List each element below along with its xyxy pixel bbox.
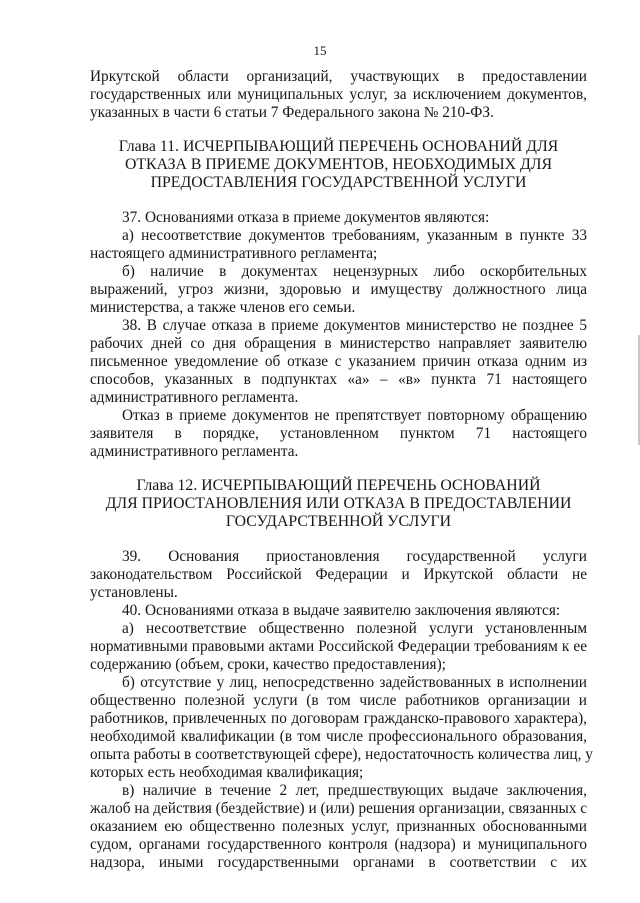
- text-line: а) несоответствие общественно полезной услуги установленным: [122, 620, 587, 637]
- chapter-12-heading: ГОСУДАРСТВЕННОЙ УСЛУГИ: [225, 513, 452, 530]
- text-line: указанных в части 6 статьи 7 Федерального закона № 210-ФЗ.: [90, 104, 494, 121]
- text-line: заявителя в порядке, установленном пунктом 71 настоящего: [90, 425, 587, 442]
- text-line: способов, указанных в подпунктах «а» – «в» пункта 71 настоящего: [90, 371, 587, 388]
- text-line: 38. В случае отказа в приеме документов министерство не позднее 5: [122, 317, 587, 334]
- text-line: 37. Основаниями отказа в приеме документов являются:: [122, 209, 490, 226]
- text-line: государственных или муниципальных услуг, за исключением документов,: [90, 86, 587, 103]
- chapter-12-heading: Глава 12. ИСЧЕРПЫВАЮЩИЙ ПЕРЕЧЕНЬ ОСНОВАНИЙ: [136, 477, 541, 494]
- text-line: выражений, угроз жизни, здоровью и имуществу должностного лица: [90, 281, 587, 298]
- text-line: 40. Основаниями отказа в выдаче заявителю заключения являются:: [122, 602, 561, 619]
- text-line: нормативными правовыми актами Российской Федерации требованиям к ее: [90, 638, 587, 655]
- text-line: письменное уведомление об отказе с указанием причин отказа одним из: [90, 353, 587, 370]
- text-line: а) несоответствие документов требованиям, указанным в пункте 33: [122, 227, 587, 244]
- text-line: административного регламента.: [90, 389, 299, 406]
- text-line: опыта работы в соответствующей сфере), недостаточность количества лиц, у: [90, 746, 593, 763]
- chapter-11-heading: Глава 11. ИСЧЕРПЫВАЮЩИЙ ПЕРЕЧЕНЬ ОСНОВАНИЙ ДЛЯ: [118, 138, 559, 155]
- text-line: надзора, иными государственными органами в соответствии с их: [90, 854, 587, 871]
- text-line: работников, привлеченных по договорам гражданско-правового характера),: [90, 710, 587, 727]
- text-line: Иркутской области организаций, участвующих в предоставлении: [90, 68, 587, 85]
- text-line: б) отсутствие у лиц, непосредственно задействованных в исполнении: [122, 674, 587, 691]
- text-line: министерства, а также членов его семьи.: [90, 299, 356, 316]
- text-line: 39. Основания приостановления государственной услуги: [122, 548, 587, 565]
- text-line: общественно полезной услуги (в том числе работников организации и: [90, 692, 587, 709]
- text-line: которых есть необходимая квалификация;: [90, 764, 364, 781]
- text-line: содержанию (объем, сроки, качество предоставления);: [90, 656, 446, 673]
- chapter-11-heading: ПРЕДОСТАВЛЕНИЯ ГОСУДАРСТВЕННОЙ УСЛУГИ: [150, 174, 527, 191]
- text-line: административного регламента.: [90, 443, 299, 460]
- text-line: б) наличие в документах нецензурных либо оскорбительных: [122, 263, 587, 280]
- text-line: в) наличие в течение 2 лет, предшествующих выдаче заключения,: [122, 782, 587, 799]
- text-line: необходимой квалификации (в том числе профессионального образования,: [90, 728, 587, 745]
- text-line: рабочих дней со дня обращения в министерство направляет заявителю: [90, 335, 587, 352]
- page-number: 15: [313, 43, 327, 58]
- text-line: оказанием ею общественно полезных услуг, признанных обоснованными: [90, 818, 587, 835]
- text-line: законодательством Российской Федерации и Иркутской области не: [90, 566, 587, 583]
- text-line: установлены.: [90, 584, 178, 601]
- text-line: настоящего административного регламента;: [90, 245, 378, 262]
- chapter-12-heading: ДЛЯ ПРИОСТАНОВЛЕНИЯ ИЛИ ОТКАЗА В ПРЕДОСТАВЛЕНИИ: [105, 495, 572, 512]
- text-line: судом, органами государственного контроля (надзора) и муниципального: [90, 836, 587, 853]
- text-line: жалоб на действия (бездействие) и (или) решения организации, связанных с: [90, 800, 588, 817]
- text-line: Отказ в приеме документов не препятствует повторному обращению: [122, 407, 587, 424]
- chapter-11-heading: ОТКАЗА В ПРИЕМЕ ДОКУМЕНТОВ, НЕОБХОДИМЫХ ДЛЯ: [125, 156, 552, 173]
